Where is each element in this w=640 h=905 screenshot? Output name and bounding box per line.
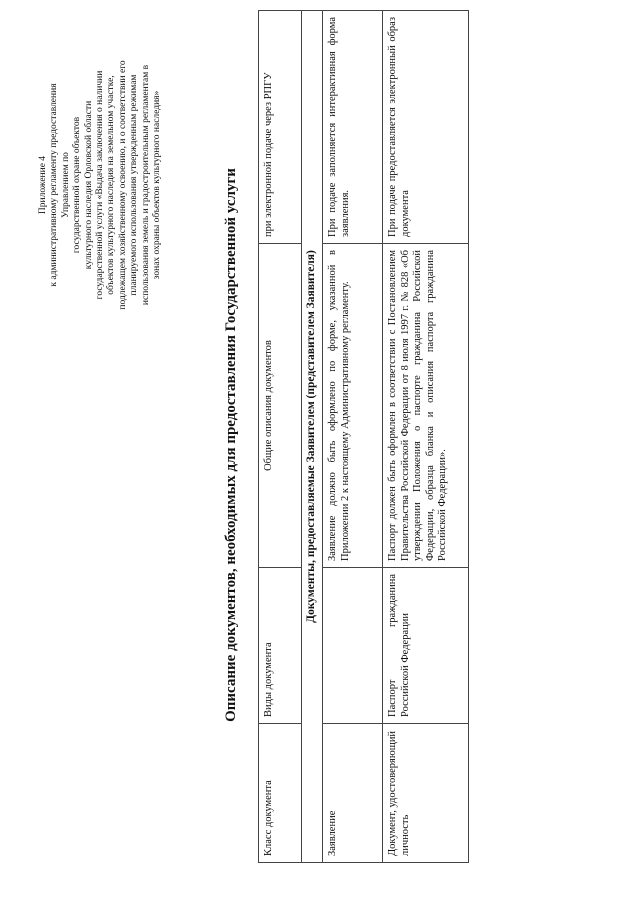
header-line: объектов культурного наследия на земельном участке, <box>106 75 117 295</box>
header-line: к административному регламенту предоставления <box>49 83 60 287</box>
table-header-row <box>259 11 302 863</box>
cell-electronic: При подаче предоставляется электронный образ документа <box>383 11 469 244</box>
page-title: Описание документов, необходимых для предоставления Государственной услуги <box>223 168 239 722</box>
table-row <box>383 11 469 863</box>
cell-electronic: При подаче заполняется интерактивная форма заявления. <box>323 11 383 244</box>
header-line: подлежащем хозяйственному освоению, и о соответствии его <box>117 60 128 310</box>
header-line: Приложение 4 <box>38 155 48 215</box>
cell-description: Паспорт должен быть оформлен в соответствии с Постановлением Правительства Российской Федерации от 8 июля 1997 г. № 828 «Об утверждении Положения о паспорте гражданина Российской Федерации, образца бланка и описания паспорта гражданина Российской Федерации». <box>383 244 469 568</box>
cell-doc-type: Паспорт гражданина Российской Федерации <box>383 568 469 724</box>
header-description: Общие описания документов <box>259 244 302 568</box>
header-electronic: при электронной подаче через РПГУ <box>259 11 302 244</box>
header-doc-type: Виды документа <box>259 568 302 724</box>
header-line: планируемого использования утвержденным режимам <box>129 74 140 296</box>
header-line: использования земель и градостроительным регламентам в <box>140 64 151 306</box>
header-line: государственной охране объектов <box>72 116 83 254</box>
table-row <box>323 11 383 863</box>
header-line: Управлением по <box>60 152 71 218</box>
header-line: культурного наследия Орловской области <box>83 100 94 270</box>
header-line: государственной услуги «Выдача заключения о наличии <box>95 70 106 300</box>
section-row <box>302 11 323 863</box>
header-doc-class: Класс документа <box>259 724 302 863</box>
section-title: Документы, предоставляемые Заявителем (представителем Заявителя) <box>302 11 323 863</box>
header-line: зонах охраны объектов культурного наследия» <box>152 90 163 280</box>
documents-table <box>258 10 469 863</box>
appendix-header <box>38 5 163 365</box>
cell-description: Заявление должно быть оформлено по форме, указанной в Приложении 2 к настоящему Административному регламенту. <box>323 244 383 568</box>
cell-doc-class: Заявление <box>323 724 383 863</box>
cell-doc-class: Документ, удостоверяющий личность <box>383 724 469 863</box>
cell-doc-type <box>323 568 383 724</box>
